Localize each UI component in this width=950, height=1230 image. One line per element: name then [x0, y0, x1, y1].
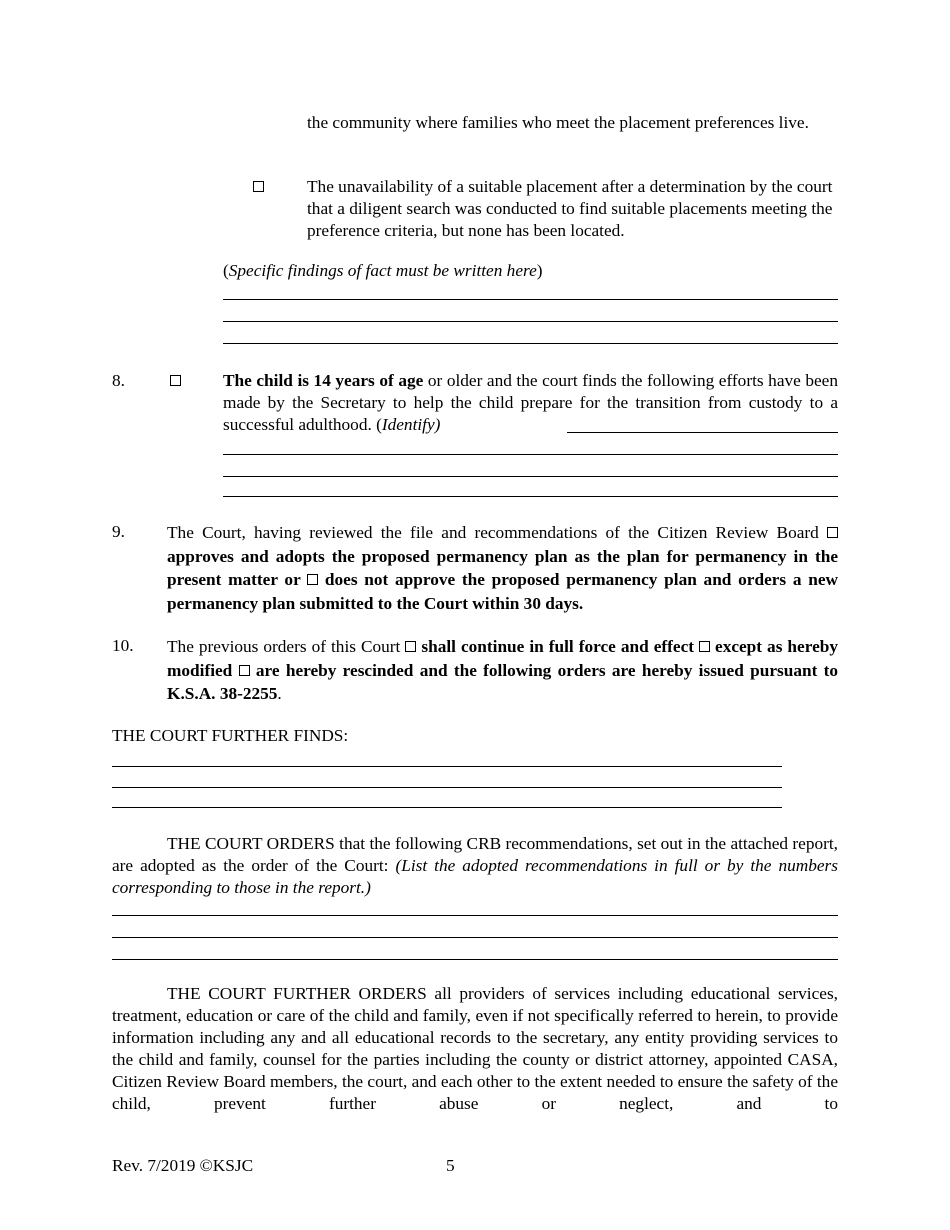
orders-line-2[interactable] — [112, 937, 838, 938]
findings-line-2[interactable] — [223, 321, 838, 322]
item-8-checkbox[interactable] — [170, 375, 181, 386]
further-finds-heading: THE COURT FURTHER FINDS: — [112, 726, 349, 745]
item-9-number: 9. — [112, 522, 125, 541]
findings-line-1[interactable] — [223, 299, 838, 300]
orders-line-3[interactable] — [112, 959, 838, 960]
not-approve-checkbox[interactable] — [307, 574, 318, 585]
rescinded-checkbox[interactable] — [239, 665, 250, 676]
further-orders-paragraph: THE COURT FURTHER ORDERS all providers of services including educational services, treatment, education or care of the child and family, even if not specifically referred to herein, to provide information including any and all educational records to the secretary, any entity providing services to the child and family, counsel for the parties including the county or district attorney, appointed CASA, Citizen Review Board members, the court, and each other to the extent needed to ensure the safety of the child, prevent further abuse or neglect, and to — [112, 984, 838, 1113]
findings-line-3[interactable] — [223, 343, 838, 344]
item-8-identify-line[interactable] — [567, 432, 838, 433]
page-number: 5 — [446, 1156, 455, 1175]
approves-checkbox[interactable] — [827, 527, 838, 538]
orders-line-1[interactable] — [112, 915, 838, 916]
continued-text: the community where families who meet the placement preferences live. — [307, 113, 809, 132]
item-8-line-1[interactable] — [223, 454, 838, 455]
item-10-number: 10. — [112, 636, 134, 655]
finds-line-2[interactable] — [112, 787, 782, 788]
revision-footer: Rev. 7/2019 ©KSJC — [112, 1156, 254, 1175]
unavailability-checkbox[interactable] — [253, 181, 264, 192]
unavailability-text: The unavailability of a suitable placement after a determination by the court that a diligent search was conducted to find suitable placements meeting the preference criteria, but none has been located. — [307, 177, 833, 240]
item-8-text: The child is 14 years of age or older and the court finds the following efforts have been made by the Secretary to help the child prepare for the transition from custody to a successful adulthood. (Identify) — [223, 371, 838, 434]
except-checkbox[interactable] — [699, 641, 710, 652]
court-orders-paragraph: THE COURT ORDERS that the following CRB recommendations, set out in the attached report, are adopted as the order of the Court: (List the adopted recommendations in full or by the numbers corresponding to those in the report.) — [112, 834, 838, 897]
item-8-line-2[interactable] — [223, 476, 838, 477]
continue-checkbox[interactable] — [405, 641, 416, 652]
finds-line-3[interactable] — [112, 807, 782, 808]
item-8-line-3[interactable] — [223, 496, 838, 497]
item-9-text: The Court, having reviewed the file and recommendations of the Citizen Review Board approves and adopts the proposed permanency plan as the plan for permanency in the present matter or does not approve the proposed permanency plan and orders a new permanency plan submitted to the Court within 30 days. — [167, 523, 838, 613]
findings-note: (Specific findings of fact must be written here) — [223, 261, 543, 280]
item-8-number: 8. — [112, 371, 125, 390]
finds-line-1[interactable] — [112, 766, 782, 767]
item-10-text: The previous orders of this Court shall continue in full force and effect except as hereby modified are hereby rescinded and the following orders are hereby issued pursuant to K.S.A. 38-2255. — [167, 637, 839, 703]
